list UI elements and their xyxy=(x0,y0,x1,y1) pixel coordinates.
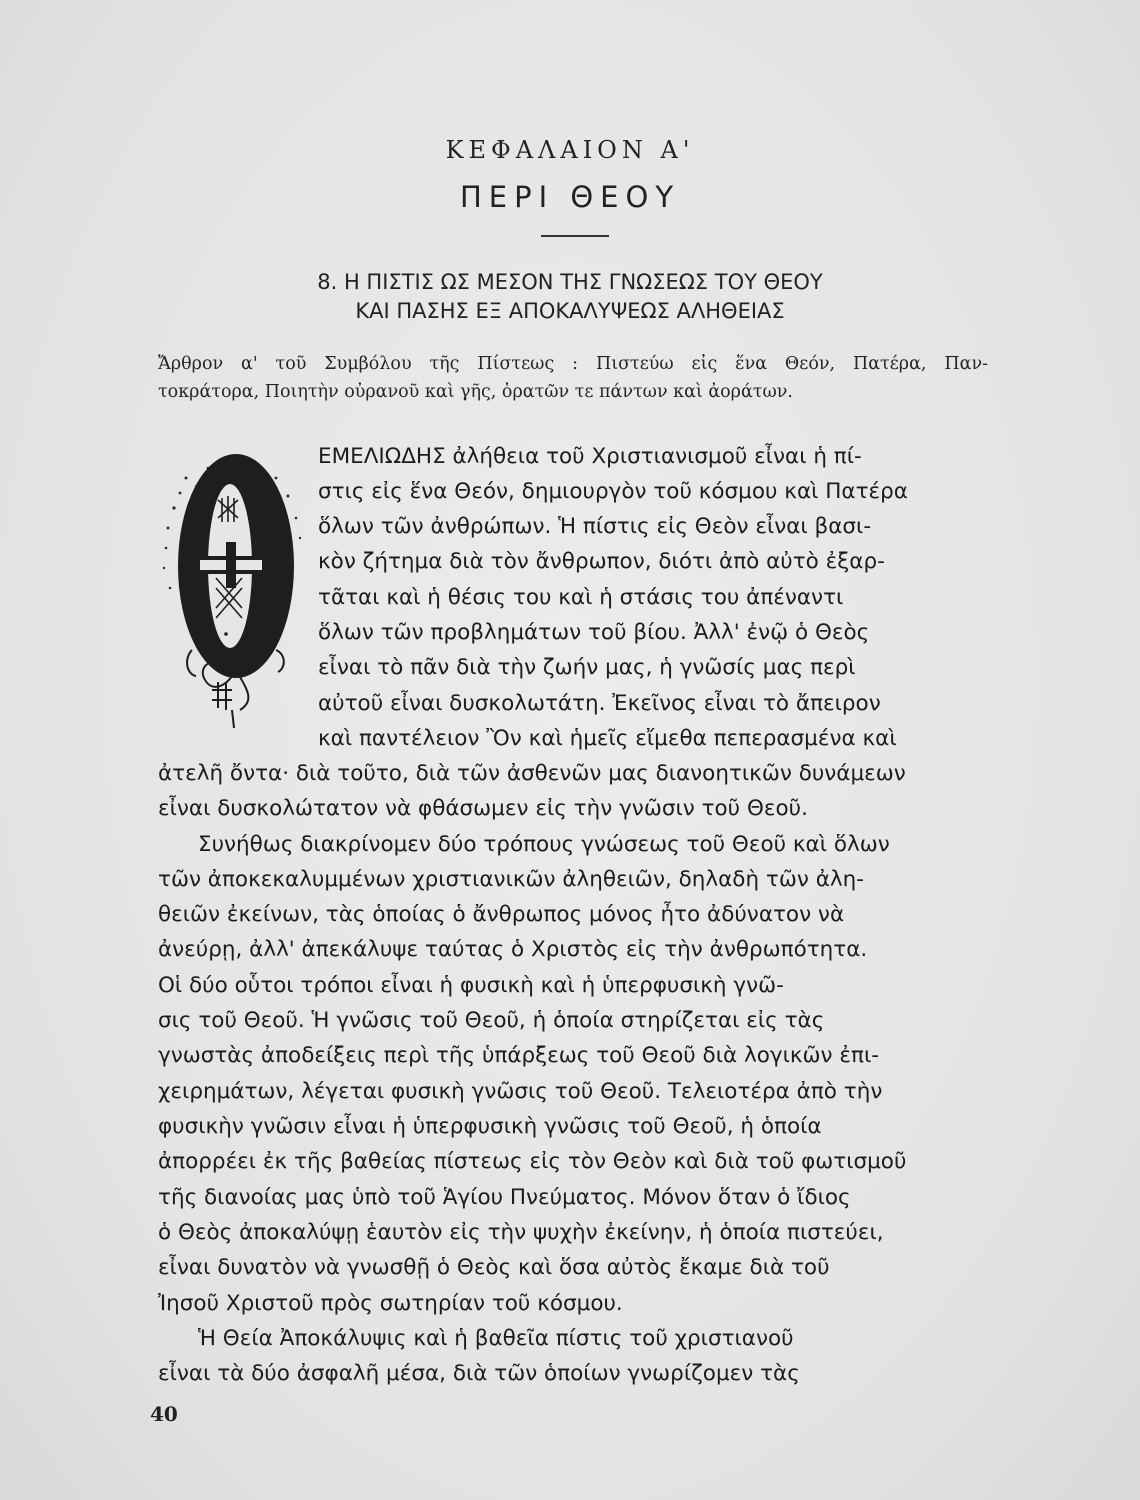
body-line: γνωστὰς ἀποδείξεις περὶ τῆς ὑπάρξεως τοῦ Θεοῦ διὰ λογικῶν ἐπι- xyxy=(158,1043,879,1068)
body-line: καὶ παντέλειον Ὂν καὶ ἡμεῖς εἴμεθα πεπερασμένα καὶ xyxy=(318,726,897,751)
page-number: 40 xyxy=(150,1402,178,1426)
body-line: ΕΜΕΛΙΩΔΗΣ ἀλήθεια τοῦ Χριστιανισμοῦ εἶναι ἡ πί- xyxy=(318,444,862,469)
section-heading-line: ΚΑΙ ΠΑΣΗΣ ΕΞ ΑΠΟΚΑΛΥΨΕΩΣ ΑΛΗΘΕΙΑΣ xyxy=(355,299,785,323)
body-line: εἶναι τὸ πᾶν διὰ τὴν ζωήν μας, ἡ γνῶσίς μας περὶ xyxy=(318,655,856,680)
title-divider xyxy=(541,235,609,237)
body-line: εἶναι δυνατὸν νὰ γνωσθῇ ὁ Θεὸς καὶ ὅσα αὐτὸς ἔκαμε διὰ τοῦ xyxy=(158,1255,830,1280)
body-line: στις εἰς ἕνα Θεόν, δημιουργὸν τοῦ κόσμου καὶ Πατέρα xyxy=(318,479,908,504)
body-line: ἀτελῆ ὄντα· διὰ τοῦτο, διὰ τῶν ἀσθενῶν μας διανοητικῶν δυνάμεων xyxy=(158,761,906,786)
body-line: τῆς διανοίας μας ὑπὸ τοῦ Ἁγίου Πνεύματος. Μόνον ὅταν ὁ ἴδιος xyxy=(158,1185,851,1210)
theta-drop-cap-ornament xyxy=(156,438,306,730)
body-line: Ἡ Θεία Ἀποκάλυψις καὶ ἡ βαθεῖα πίστις τοῦ χριστιανοῦ xyxy=(198,1326,794,1351)
body-line: ἀνεύρῃ, ἀλλ' ἀπεκάλυψε ταύτας ὁ Χριστὸς εἰς τὴν ἀνθρωπότητα. xyxy=(158,937,868,962)
body-line: κὸν ζήτημα διὰ τὸν ἄνθρωπον, διότι ἀπὸ αὐτὸ ἐξαρ- xyxy=(318,549,885,574)
body-line: Οἱ δύο οὗτοι τρόποι εἶναι ἡ φυσικὴ καὶ ἡ ὑπερφυσικὴ γνῶ- xyxy=(158,973,784,998)
section-heading xyxy=(0,268,1140,326)
section-heading-line: 8. Η ΠΙΣΤΙΣ ΩΣ ΜΕΣΟΝ ΤΗΣ ΓΝΩΣΕΩΣ ΤΟΥ ΘΕΟΥ xyxy=(317,270,823,294)
body-line: φυσικὴν γνῶσιν εἶναι ἡ ὑπερφυσικὴ γνῶσις τοῦ Θεοῦ, ἡ ὁποία xyxy=(158,1114,822,1139)
body-line: τῶν ἀποκεκαλυμμένων χριστιανικῶν ἀληθειῶν, δηλαδὴ τῶν ἀλη- xyxy=(158,867,864,892)
body-line: χειρημάτων, λέγεται φυσικὴ γνῶσις τοῦ Θεοῦ. Τελειοτέρα ἀπὸ τὴν xyxy=(158,1079,883,1104)
body-line: αὐτοῦ εἶναι δυσκολωτάτη. Ἐκεῖνος εἶναι τὸ ἄπειρον xyxy=(318,691,881,716)
chapter-title: ΠΕΡΙ ΘΕΟΥ xyxy=(459,180,681,214)
article-line: τοκράτορα, Ποιητὴν οὐρανοῦ καὶ γῆς, ὁρατῶν τε πάντων καὶ ἀοράτων. xyxy=(158,382,793,402)
creed-article-quote xyxy=(158,350,988,406)
body-line: εἶναι τὰ δύο ἀσφαλῆ μέσα, διὰ τῶν ὁποίων γνωρίζομεν τὰς xyxy=(158,1361,800,1386)
body-line: εἶναι δυσκολώτατον νὰ φθάσωμεν εἰς τὴν γνῶσιν τοῦ Θεοῦ. xyxy=(158,796,808,821)
article-line: Ἄρθρον α' τοῦ Συμβόλου τῆς Πίστεως : Πιστεύω εἰς ἕνα Θεόν, Πατέρα, Παν- xyxy=(158,354,988,374)
body-line: ἀπορρέει ἐκ τῆς βαθείας πίστεως εἰς τὸν Θεὸν καὶ διὰ τοῦ φωτισμοῦ xyxy=(158,1149,907,1174)
body-line: ὁ Θεὸς ἀποκαλύψῃ ἑαυτὸν εἰς τὴν ψυχὴν ἐκείνην, ἡ ὁποία πιστεύει, xyxy=(158,1220,884,1245)
body-line: τᾶται καὶ ἡ θέσις του καὶ ἡ στάσις του ἀπέναντι xyxy=(318,585,844,610)
body-line: Συνήθως διακρίνομεν δύο τρόπους γνώσεως τοῦ Θεοῦ καὶ ὅλων xyxy=(198,832,890,857)
body-line: Ἰησοῦ Χριστοῦ πρὸς σωτηρίαν τοῦ κόσμου. xyxy=(158,1291,623,1316)
body-line: ὅλων τῶν προβλημάτων τοῦ βίου. Ἀλλ' ἐνῷ ὁ Θεὸς xyxy=(318,620,870,645)
body-line: θειῶν ἐκείνων, τὰς ὁποίας ὁ ἄνθρωπος μόνος ἦτο ἀδύνατον νὰ xyxy=(158,902,845,927)
chapter-label: ΚΕΦΑΛΑΙΟΝ Α' xyxy=(445,136,695,164)
body-line: σις τοῦ Θεοῦ. Ἡ γνῶσις τοῦ Θεοῦ, ἡ ὁποία στηρίζεται εἰς τὰς xyxy=(158,1008,825,1033)
body-line: ὅλων τῶν ἀνθρώπων. Ἡ πίστις εἰς Θεὸν εἶναι βασι- xyxy=(318,514,872,539)
